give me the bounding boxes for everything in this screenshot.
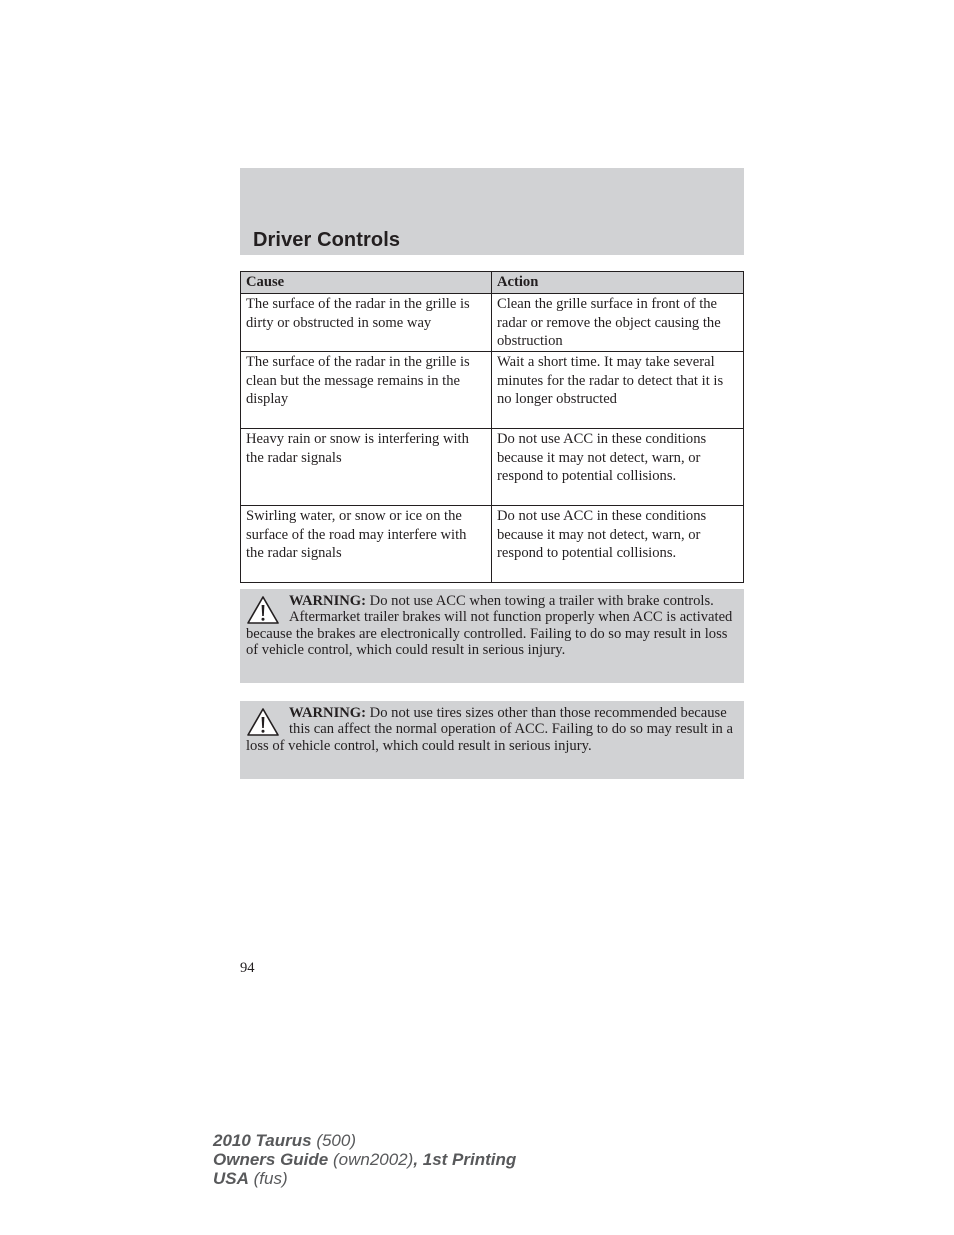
table-row (241, 352, 744, 429)
footer-model: 2010 Taurus (213, 1131, 312, 1150)
action-cell: Wait a short time. It may take several minutes for the radar to detect that it is no longer obstructed (492, 352, 744, 429)
table-row (241, 294, 744, 352)
footer-model-code: (500) (311, 1131, 357, 1150)
footer-market: USA (213, 1169, 249, 1188)
footer-guide-code: (own2002) (328, 1150, 414, 1169)
cause-cell: Swirling water, or snow or ice on the surface of the road may interfere with the radar signals (241, 506, 492, 583)
warning-box-towing (240, 589, 744, 683)
warning-label: WARNING: (289, 593, 367, 609)
warning-box-tires (240, 701, 744, 779)
footer-line-model (213, 1131, 516, 1150)
warning-triangle-icon (246, 707, 280, 737)
cause-cell: Heavy rain or snow is interfering with the radar signals (241, 429, 492, 506)
warning-triangle-icon (246, 595, 280, 625)
column-header-cause: Cause (241, 272, 492, 294)
table-row (241, 506, 744, 583)
footer-line-guide (213, 1150, 516, 1169)
footer-market-code: (fus) (248, 1169, 288, 1188)
warning-label: WARNING: (289, 705, 367, 721)
action-cell: Clean the grille surface in front of the radar or remove the object causing the obstruction (492, 294, 744, 352)
page-number: 94 (240, 960, 255, 976)
warning-text: Do not use tires sizes other than those recommended because this can affect the normal operation of ACC. Failing to do so may result in a loss of vehicle control, which could result in serious injury. (246, 705, 733, 754)
section-header-band (240, 168, 744, 255)
warning-text: Do not use ACC when towing a trailer with brake controls. Aftermarket trailer brakes will not function properly when ACC is activated because the brakes are electronically controlled. Failing to do so may result in loss of vehicle control, which could result in serious injury. (246, 593, 733, 659)
action-cell: Do not use ACC in these conditions because it may not detect, warn, or respond to potential collisions. (492, 429, 744, 506)
cause-cell: The surface of the radar in the grille is dirty or obstructed in some way (241, 294, 492, 352)
document-footer (213, 1131, 516, 1188)
table-row (241, 429, 744, 506)
column-header-action: Action (492, 272, 744, 294)
action-cell: Do not use ACC in these conditions because it may not detect, warn, or respond to potential collisions. (492, 506, 744, 583)
footer-line-market (213, 1169, 516, 1188)
section-title: Driver Controls (253, 229, 401, 251)
footer-guide: Owners Guide (213, 1150, 329, 1169)
footer-printing: , 1st Printing (413, 1150, 517, 1169)
table-header-row (241, 272, 744, 294)
cause-cell: The surface of the radar in the grille is clean but the message remains in the display (241, 352, 492, 429)
troubleshooting-table (240, 271, 744, 583)
